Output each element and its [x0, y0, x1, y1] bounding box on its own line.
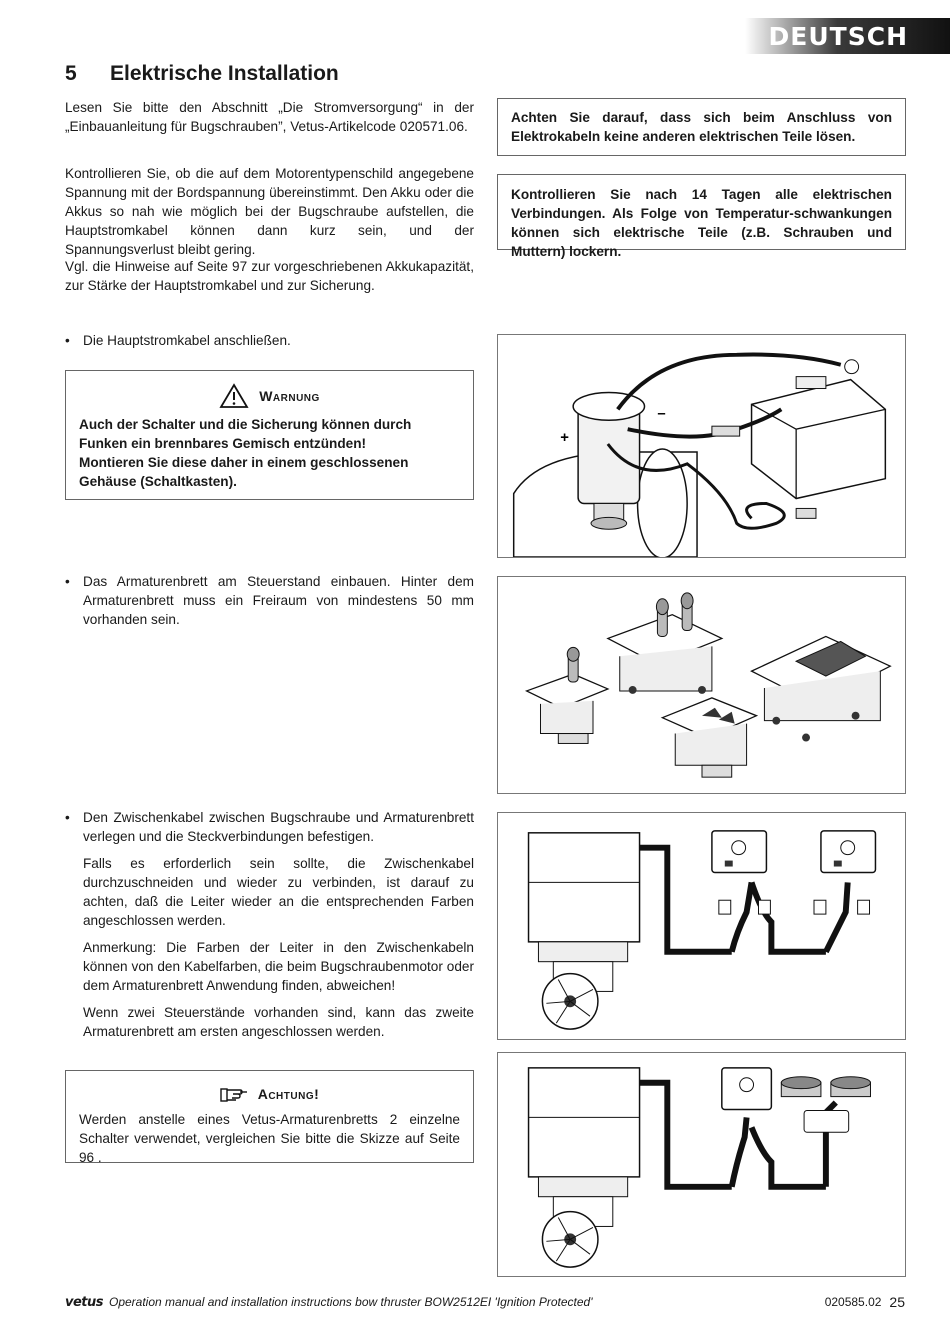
intro-paragraph-3: Vgl. die Hinweise auf Seite 97 zur vorgeschriebenen Akkukapazität, zur Stärke der Hauptstromkabel und zur Sicherung.	[65, 259, 474, 293]
thruster-motor	[529, 833, 640, 1029]
page-number: 25	[889, 1294, 905, 1310]
panel-single-joystick	[527, 647, 608, 743]
bullet-dashboard	[65, 572, 474, 629]
warning-triangle-icon	[219, 383, 249, 409]
notice-box-cables	[497, 98, 906, 156]
notice-text-check: Kontrollieren Sie nach 14 Tagen alle elektrischen Verbindungen. Als Folge von Temperatur-schwankungen können sich elektrische Teile (z.B. Schrauben und Muttern) lockern.	[511, 187, 892, 259]
panel-push-buttons	[662, 698, 756, 777]
section-title-text: Elektrische Installation	[110, 62, 339, 85]
warning-line-2: Montieren Sie diese daher in einem geschlossenen Gehäuse (Schaltkasten).	[79, 455, 409, 489]
minus-label: –	[657, 406, 666, 423]
manual-title: Operation manual and installation instructions bow thruster BOW2512EI 'Ignition Protected'	[109, 1295, 593, 1309]
warning-box	[65, 370, 474, 500]
single-switches-illustration	[498, 1053, 905, 1276]
dashboard-2	[821, 831, 876, 873]
bullet-main-cables	[65, 331, 474, 350]
switch-2	[831, 1077, 871, 1097]
notice-text-cables: Achten Sie darauf, dass sich beim Anschluss von Elektrokabeln keine anderen elektrischen Teile lösen.	[511, 110, 892, 144]
intro-paragraph-2: Kontrollieren Sie, ob die auf dem Motorentypenschild angegebene Spannung mit der Bordspannung übereinstimmt. Den Akku oder die Akkus so nah wie möglich bei der Bugschraube aufstellen, die Hauptstromkabel können dann kurz sein, und der Spannungsverlust bleibt gering.	[65, 166, 474, 257]
warning-line-1: Auch der Schalter und die Sicherung können durch Funken ein brennbares Gemisch entzünden!	[79, 417, 412, 451]
bullet-text: Das Armaturenbrett am Steuerstand einbauen. Hinter dem Armaturenbrett muss ein Freiraum von mindestens 50 mm vorhanden sein.	[83, 574, 474, 627]
attention-header	[79, 1085, 460, 1104]
dashboard	[722, 1068, 772, 1110]
attention-text: Werden anstelle eines Vetus-Armaturenbretts 2 einzelne Schalter verwendet, vergleichen Sie bitte die Skizze auf Seite 96 .	[79, 1112, 460, 1165]
intro-paragraph-1: Lesen Sie bitte den Abschnitt „Die Stromversorgung“ in der „Einbauanleitung für Bugschrauben”, Vetus-Artikelcode 020571.06.	[65, 100, 474, 134]
bullet-dot: •	[65, 810, 70, 825]
doc-code: 020585.02	[824, 1295, 882, 1309]
thruster-motor	[529, 1068, 640, 1267]
section-title	[65, 62, 339, 86]
figure-single-switches	[497, 1052, 906, 1277]
figure-battery-wiring	[497, 334, 906, 558]
warning-header	[79, 383, 460, 409]
bullet-dot: •	[65, 574, 70, 589]
switch-1	[781, 1077, 821, 1097]
attention-title: Achtung!	[257, 1086, 320, 1102]
bullet-text: Die Hauptstromkabel anschließen.	[83, 333, 291, 348]
panel-lever	[752, 636, 891, 741]
vetus-logo: vetus	[65, 1294, 103, 1310]
battery-wiring-illustration	[498, 335, 905, 557]
bullet-intermediate-cable	[65, 808, 474, 1049]
dashboard-1	[712, 831, 767, 873]
warning-title: Warnung	[259, 387, 320, 404]
language-tab: DEUTSCH	[745, 18, 950, 54]
bullet-paragraph-1: Den Zwischenkabel zwischen Bugschraube und Armaturenbrett verlegen und die Steckverbindungen befestigen.	[83, 810, 474, 844]
notice-box-check	[497, 174, 906, 259]
page-footer	[65, 1294, 905, 1310]
figure-two-dashboards	[497, 812, 906, 1040]
control-panels-illustration	[498, 577, 905, 793]
figure-control-panels	[497, 576, 906, 794]
bullet-paragraph-3: Anmerkung: Die Farben der Leiter in den Zwischenkabeln können von den Kabelfarben, die beim Bugschraubenmotor oder dem Armaturenbrett Anwendung finden, abweichen!	[83, 940, 474, 993]
plus-label: +	[560, 430, 569, 447]
bullet-dot: •	[65, 333, 70, 348]
bullet-paragraph-4: Wenn zwei Steuerstände vorhanden sind, kann das zweite Armaturenbrett am ersten angeschlossen werden.	[83, 1005, 474, 1039]
section-number: 5	[65, 62, 77, 85]
panel-double-joystick	[608, 593, 722, 694]
attention-box	[65, 1070, 474, 1163]
bullet-paragraph-2: Falls es erforderlich sein sollte, die Zwischenkabel durchzuschneiden und wieder zu verbinden, ist darauf zu achten, daß die Leiter wieder an die entsprechenden Farben angeschlossen werden.	[83, 856, 474, 928]
pointing-hand-icon	[220, 1086, 248, 1104]
two-dashboards-illustration	[498, 813, 905, 1039]
